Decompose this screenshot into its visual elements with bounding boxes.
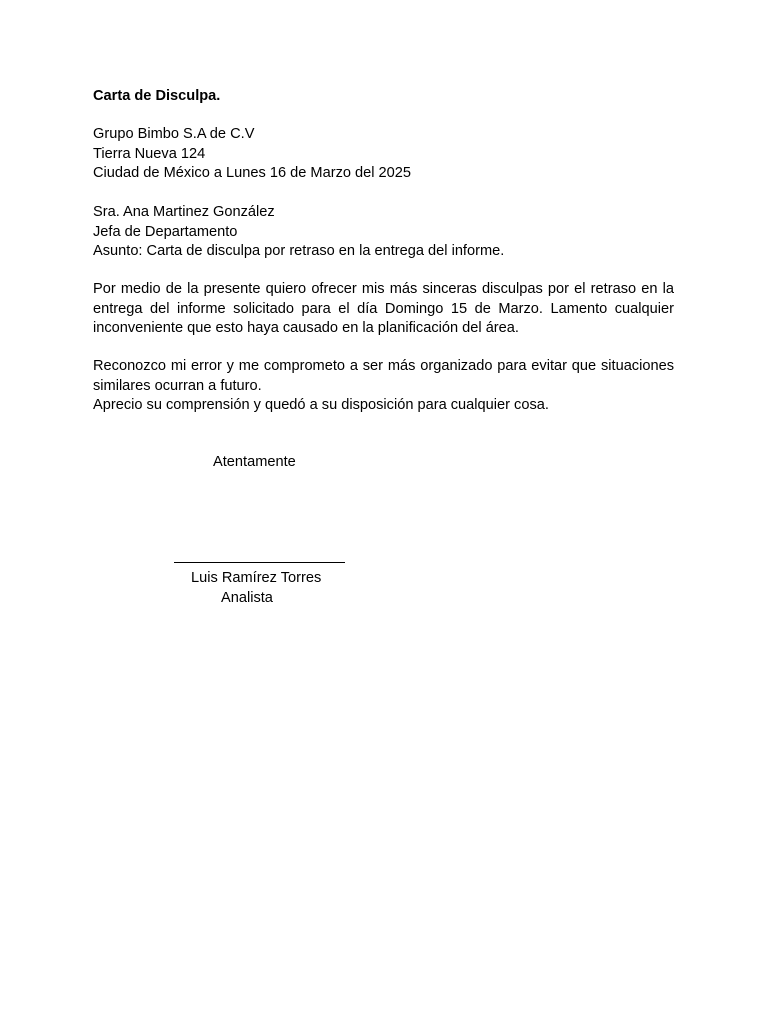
- letter-subject: Asunto: Carta de disculpa por retraso en la entrega del informe.: [93, 243, 505, 259]
- body-paragraph-1: Por medio de la presente quiero ofrecer mis más sinceras disculpas por el retraso en la entrega del informe solicitado para el día Domingo 15 de Marzo. Lamento cualquier inconveniente que esto haya causado en la planificación del área.: [93, 281, 674, 336]
- signature-line: [174, 562, 345, 563]
- closing-text: Atentamente: [213, 454, 296, 470]
- sender-company: Grupo Bimbo S.A de C.V: [93, 126, 255, 142]
- place-date: Ciudad de México a Lunes 16 de Marzo del 2025: [93, 165, 412, 181]
- signature-role: Analista: [221, 590, 273, 606]
- signature-name: Luis Ramírez Torres: [191, 570, 322, 586]
- recipient-name: Sra. Ana Martinez González: [93, 204, 275, 220]
- recipient-position: Jefa de Departamento: [93, 223, 238, 240]
- body-paragraph-2: Reconozco mi error y me comprometo a ser más organizado para evitar que situaciones similares ocurran a futuro.: [93, 358, 674, 394]
- sender-address: Tierra Nueva 124: [93, 145, 206, 162]
- letter-title: Carta de Disculpa.: [93, 88, 221, 104]
- body-paragraph-3: Aprecio su comprensión y quedó a su disposición para cualquier cosa.: [93, 397, 549, 413]
